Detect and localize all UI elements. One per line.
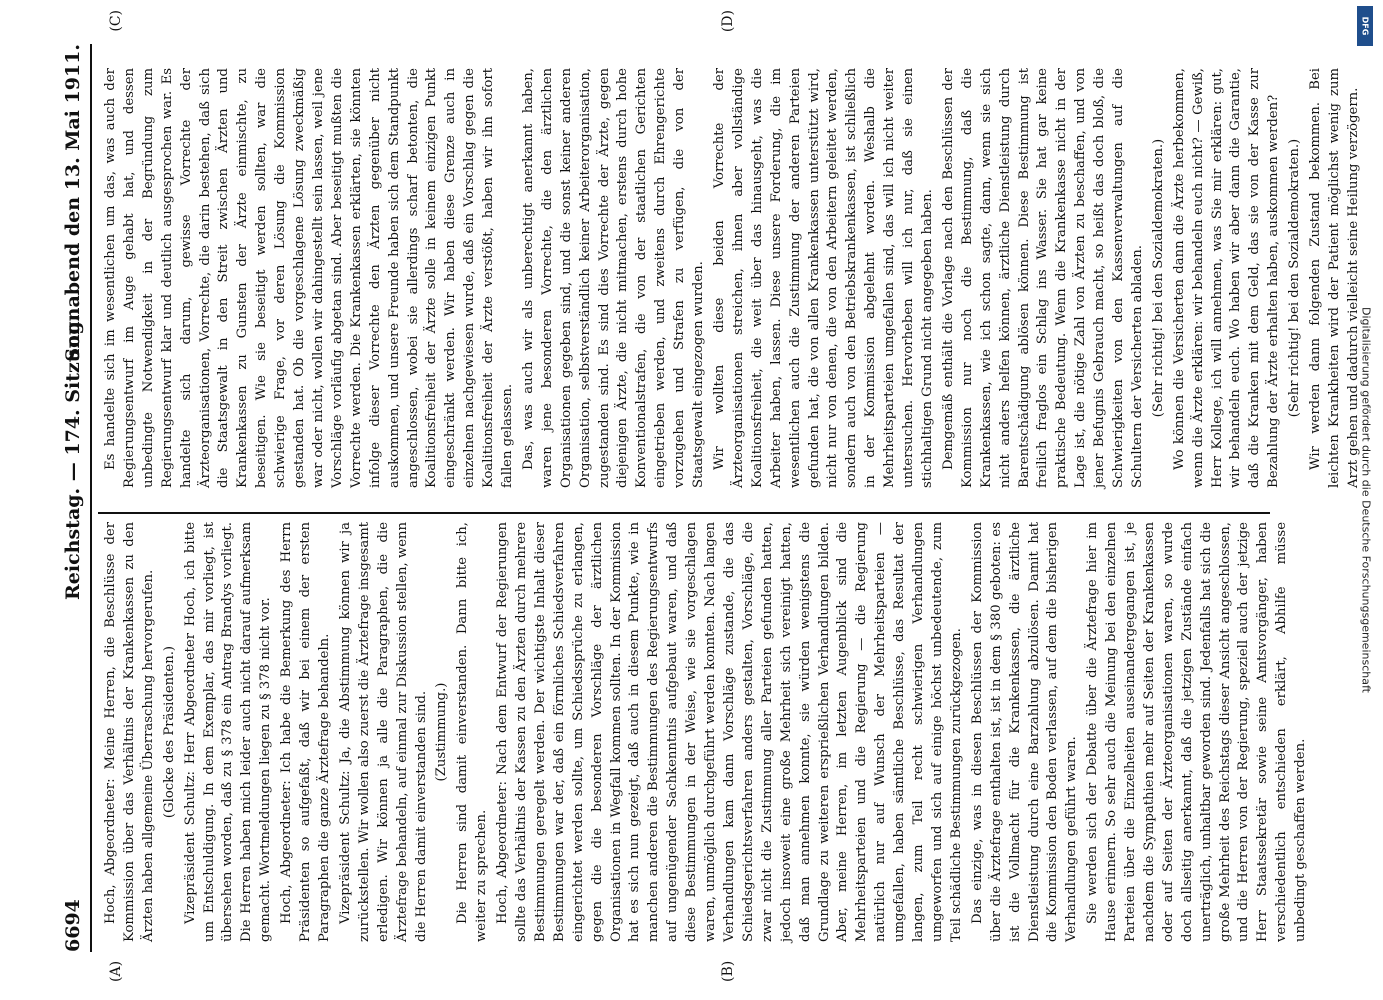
stage-direction: (Sehr richtig! bei den Sozialdemokraten.) <box>1287 138 1303 418</box>
credit-text: Digitalisierung gefördert durch die Deutsche Forschungsgemeinschaft <box>1359 307 1373 693</box>
margin-marker-d: (D) <box>720 10 736 33</box>
digitization-credit <box>1353 0 1379 1000</box>
stage-direction: (Glocke des Präsidenten.) <box>161 645 177 819</box>
paragraph: Wo können die Versicherten dann die Ärzte herbekommen, wenn die Ärzte erklären: wir behandeln euch nicht? — Gewiß, Herr Kollege, ich will annehmen, was Sie mir erklären: gut, wir behandeln euch. Wo haben wir aber dann die Garantie, daß die Kranken mit dem Geld, das sie von der Kasse zur Bezahlung der Ärzte erhalten haben, auskommen werden? <box>1171 68 1282 488</box>
date-header: Sonnabend den 13. Mai 1911. <box>62 44 84 362</box>
paragraph: Hoch, Abgeordneter: Ich habe die Bemerkung des Herrn Präsidenten so aufgefaßt, daß wir bei einem der ersten Paragraphen die ganze Ärztefrage behandeln. <box>279 522 332 942</box>
paragraph: Hoch, Abgeordneter: Meine Herren, die Beschlüsse der Kommission über das Verhältnis der Krankenkassen zu den Ärzten haben allgemeine Überraschung hervorgerufen. <box>103 522 156 942</box>
page-number: 6694 <box>62 899 84 952</box>
header-rule <box>90 44 92 952</box>
right-column <box>102 68 1361 488</box>
margin-marker-c: (C) <box>108 10 124 32</box>
paragraph: Vizepräsident Schultz: Ja, die Abstimmung können wir ja zurückstellen. Wir wollen also zuerst die Ärztefrage insgesamt erledigen. Wir können ja alle die Paragraphen, die die Ärztefrage behandeln, auf einmal zur Diskussion stellen, wenn die Herren damit einverstanden sind. <box>337 522 429 942</box>
paragraph: Vizepräsident Schultz: Herr Abgeordneter Hoch, ich bitte um Entschuldigung. In dem Exemplar, das mir vorliegt, ist übersehen worden, daß zu § 378 ein Antrag Brandys vorliegt. Die Herren haben mich leider auch nicht darauf aufmerksam gemacht. Wortmeldungen liegen zu § 378 nicht vor. <box>182 522 274 942</box>
paragraph: Demgemäß enthält die Vorlage nach den Beschlüssen der Kommission nur noch die Bestimmung, daß die Krankenkassen, wie ich schon sagte, dann, wenn sie sich nicht anders helfen können, ärztliche Dienstleistung durch Barentschädigung ablösen können. Diese Bestimmung ist freilich fraglos ein Schlag ins Wasser. Sie hat gar keine praktische Bedeutung. Wenn die Krankenkasse nicht in der Lage ist, die nötige Zahl von Ärzten zu beschaffen, und von jener Befugnis Gebrauch macht, so heißt das doch bloß, die Schwierigkeiten von den Kassenverwaltungen auf die Schultern der Versicherten abladen. <box>940 68 1145 488</box>
paragraph: Es handelte sich im wesentlichen um das, was auch der Regierungsentwurf im Auge gehabt hat, und dessen unbedingte Notwendigkeit in der Begründung zum Regierungsentwurf klar und deutlich ausgesprochen war. Es handelte sich darum, gewisse Vorrechte der Ärzteorganisationen, Vorrechte, die darin bestehen, daß sich die Staatsgewalt in den Streit zwischen Ärzten und Krankenkassen zu Gunsten der Ärzte einmischte, zu beseitigen. Wie sie beseitigt werden sollten, war die schwierige Frage, vor deren Lösung die Kommission gestanden hat. Ob die vorgeschlagene Lösung zweckmäßig war oder nicht, wollen wir dahingestellt sein lassen, weil jene Vorschläge vorläufig abgetan sind. Aber beseitigt mußten die Vorrechte werden. Die Krankenkassen erklärten, sie könnten infolge dieser Vorrechte den Ärzten gegenüber nicht auskommen, und unsere Freunde haben sich dem Standpunkt angeschlossen, wobei sie allerdings scharf betonten, die Koalitionsfreiheit der Ärzte solle in keinem einzigen Punkt eingeschränkt werden. Wir haben diese Grenze auch in einzelnen nachgewiesen wurde, daß ein Vorschlag gegen die Koalitionsfreiheit der Ärzte verstößt, haben wir ihn sofort fallen gelassen. <box>103 68 516 488</box>
session-header: Reichstag. — 174. Sitzung. <box>62 314 84 600</box>
dfg-logo: DFG <box>1357 6 1373 46</box>
column-divider <box>98 512 1270 514</box>
stage-direction: (Sehr richtig! bei den Sozialdemokraten.) <box>1150 138 1166 418</box>
margin-marker-b: (B) <box>720 960 736 982</box>
stage-direction: (Zustimmung.) <box>434 682 450 782</box>
margin-marker-a: (A) <box>108 960 124 982</box>
paragraph: Das, was auch wir als unberechtigt anerkannt haben, waren jene besonderen Vorrechte, die den ärztlichen Organisationen gegeben sind, und die sonst keiner anderen Organisation, selbstverständlich keiner Arbeiterorganisation, zugestanden sind. Es sind dies Vorrechte der Ärzte, gegen diejenigen Ärzte, die nicht mitmachen, erstens durch hohe Konventionalstrafen, die von der staatlichen Gerichten eingetrieben werden, und zweitens durch Ehrengerichte vorzugehen und Strafen zu verfügen, die von der Staatsgewalt eingezogen wurden. <box>520 68 707 488</box>
paragraph: Wir wollten diese beiden Vorrechte der Ärzteorganisationen streichen, ihnen aber vollständige Koalitionsfreiheit, die weit über das hinausgeht, was die Arbeiter haben, lassen. Diese unsere Forderung, die im wesentlichen auch die Zustimmung der anderen Parteien gefunden hat, die von allen Krankenkassen unterstützt wird, nicht nur von denen, die von den Arbeitern geleitet werden, sondern auch von den Betriebskrankenkassen, ist schließlich in der Kommission abgelehnt worden. Weshalb die Mehrheitsparteien umgefallen sind, das will ich nicht weiter untersuchen. Hervorheben will ich nur, daß sie einen stichhaltigen Grund nicht angegeben haben. <box>712 68 935 488</box>
paragraph: Hoch, Abgeordneter: Nach dem Entwurf der Regierungen sollte das Verhältnis der Kassen zu den Ärzten durch mehrere Bestimmungen geregelt werden. Der wichtigste Inhalt dieser Bestimmungen war der, daß ein förmliches Schiedsverfahren eingerichtet werden sollte, um Schiedssprüche zu erlangen, gegen die die besonderen Vorschläge der ärztlichen Organisationen in Wegfall kommen sollten. In der Kommission hat es sich nun gezeigt, daß auch in diesem Punkte, wie in manchen anderen die Bestimmungen des Regierungsentwurfs auf ungenügender Sachkenntnis aufgebaut waren, und daß diese Bestimmungen in der Weise, wie sie vorgeschlagen waren, unmöglich durchgeführt werden konnten. Nach langen Verhandlungen kam dann Vorschläge zustande, die das Schiedsgerichtsverfahren anders gestalten, Vorschläge, die zwar nicht die Zustimmung aller Parteien gefunden hatten, jedoch insoweit eine große Mehrheit sich vereinigt hatten, daß man annehmen konnte, sie würden wenigstens die Grundlage zu weiteren ersprießlichen Verhandlungen bilden. Aber, meine Herren, im letzten Augenblick sind die Mehrheitsparteien und die Regierung — die Regierung natürlich nur auf Wunsch der Mehrheitsparteien — umgefallen, haben sämtliche Beschlüsse, das Resultat der langen, zum Teil recht schwierigen Verhandlungen umgeworfen und sich auf einige höchst unbedeutende, zum Teil schädliche Bestimmungen zurückgezogen. <box>495 522 964 942</box>
rotated-document-page <box>20 0 1361 1000</box>
paragraph: Wir werden dann folgenden Zustand bekommen. Bei leichten Krankheiten wird der Patient möglichst wenig zum Arzt gehen und dadurch vielleicht seine Heilung verzögern. <box>1308 68 1361 488</box>
paragraph: Sie werden sich der Debatte über die Ärztefrage hier im Hause erinnern. So sehr auch die Meinung bei den einzelnen Parteien über die Einzelheiten auseinandergegangen ist, je nachdem die Sympathien mehr auf Seiten der Krankenkassen oder auf Seiten der Ärzteorganisationen waren, so wurde doch allseitig anerkannt, daß die jetzigen Zustände einfach unerträglich, unhaltbar geworden sind. Jedenfalls hat sich die große Mehrheit des Reichstags dieser Ansicht angeschlossen, und die Herren von der Regierung, speziell auch der jetzige Herr Staatssekretär sowie seine Amtsvorgänger, haben verschiedentlich entschieden erklärt, Abhilfe müsse unbedingt geschaffen werden. <box>1085 522 1309 942</box>
left-column <box>102 522 1309 942</box>
paragraph: Die Herren sind damit einverstanden. Dann bitte ich, weiter zu sprechen. <box>455 522 490 942</box>
paragraph: Das einzige, was in diesen Beschlüssen der Kommission über die Ärztefrage enthalten ist, ist in dem § 380 geboten: es ist die Vollmacht für die Krankenkassen, die ärztliche Dienstleistung durch eine Barzahlung abzulösen. Damit hat die Kommission den Boden verlassen, auf dem die bisherigen Verhandlungen geführt waren. <box>969 522 1080 942</box>
